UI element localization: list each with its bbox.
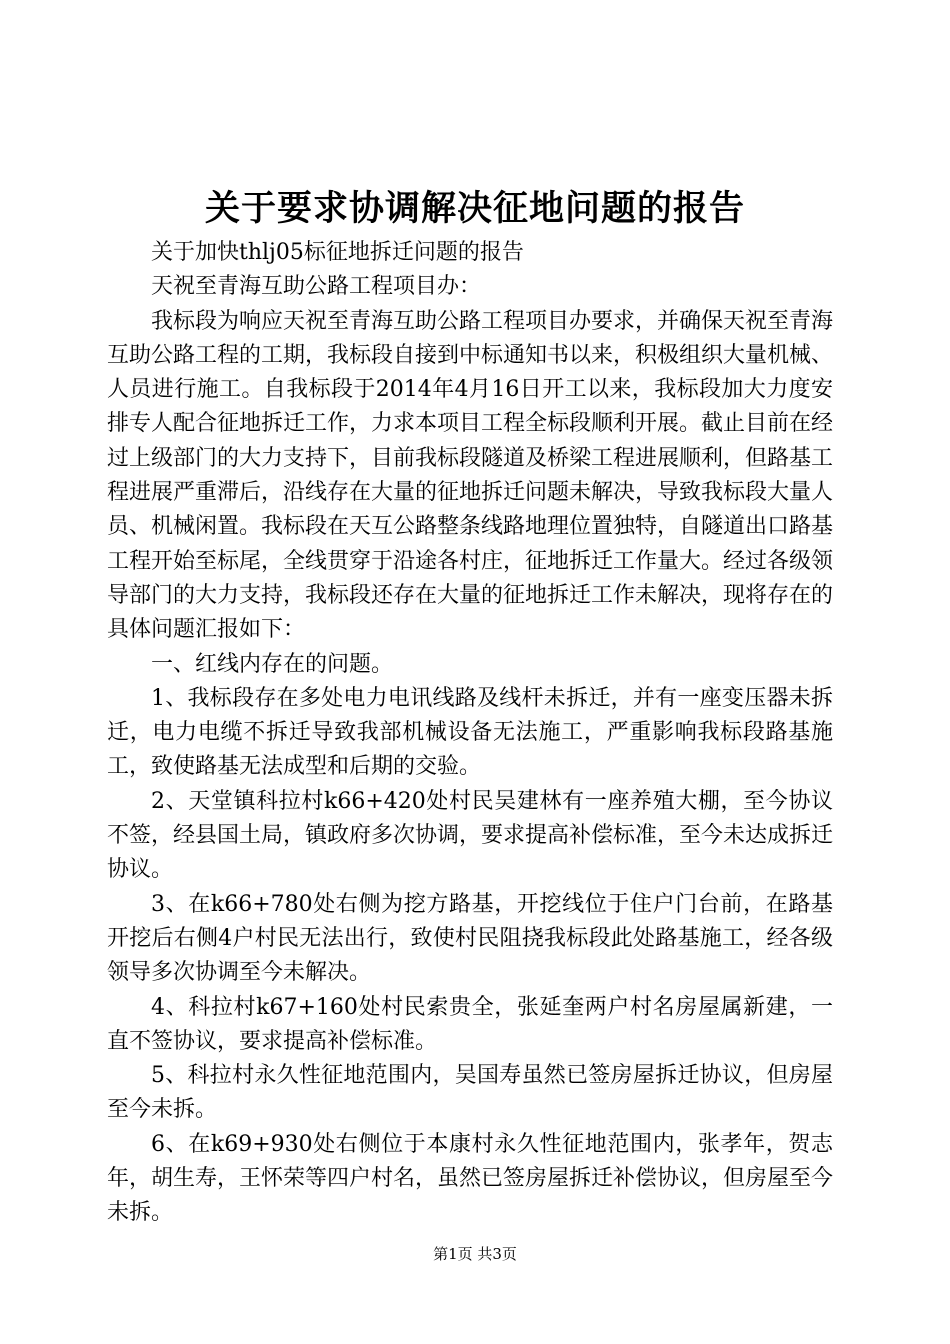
section-heading: 一、红线内存在的问题。: [151, 651, 394, 677]
issue-paragraph-5: 5、科拉村永久性征地范围内，吴国寿虽然已签房屋拆迁协议，但房屋至今未拆。: [107, 1063, 833, 1123]
issue-paragraph-1: 1、我标段存在多处电力电讯线路及线杆未拆迁，并有一座变压器未拆迁，电力电缆不拆迁导致我部机械设备无法施工，严重影响我标段路基施工，致使路基无法成型和后期的交验。: [107, 685, 833, 780]
intro-paragraph: 我标段为响应天祝至青海互助公路工程项目办要求，并确保天祝至青海互助公路工程的工期，我标段自接到中标通知书以来，积极组织大量机械、人员进行施工。自我标段于2014年4月16日开工以来，我标段加大力度安排专人配合征地拆迁工作，力求本项目工程全标段顺利开展。截止目前在经过上级部门的大力支持下，目前我标段隧道及桥梁工程进展顺利，但路基工程进展严重滞后，沿线存在大量的征地拆迁问题未解决，导致我标段大量人员、机械闲置。我标段在天互公路整条线路地理位置独特，自隧道出口路基工程开始至标尾，全线贯穿于沿途各村庄，征地拆迁工作量大。经过各级领导部门的大力支持，我标段还存在大量的征地拆迁工作未解决，现将存在的具体问题汇报如下：: [107, 308, 834, 643]
addressee-paragraph: 天祝至青海互助公路工程项目办：: [151, 274, 482, 300]
issue-paragraph-2: 2、天堂镇科拉村k66+420处村民吴建林有一座养殖大棚，至今协议不签，经县国土局，镇政府多次协调，要求提高补偿标准，至今未达成拆迁协议。: [107, 788, 834, 883]
issue-paragraph-3: 3、在k66+780处右侧为挖方路基，开挖线位于住户门台前，在路基开挖后右侧4户村民无法出行，致使村民阻挠我标段此处路基施工，经各级领导多次协调至今未解决。: [107, 891, 833, 986]
issue-paragraph-4: 4、科拉村k67+160处村民索贵全，张延奎两户村名房屋属新建，一直不签协议，要求提高补偿标准。: [107, 994, 833, 1054]
page-footer: 第1页 共3页: [433, 1245, 517, 1263]
issue-paragraph-6: 6、在k69+930处右侧位于本康村永久性征地范围内，张孝年，贺志年，胡生寿，王怀荣等四户村名，虽然已签房屋拆迁补偿协议，但房屋至今未拆。: [107, 1131, 834, 1226]
document-body: [107, 236, 833, 1231]
subtitle-paragraph: 关于加快thlj05标征地拆迁问题的报告: [151, 240, 524, 265]
document-title: 关于要求协调解决征地问题的报告: [204, 188, 745, 229]
